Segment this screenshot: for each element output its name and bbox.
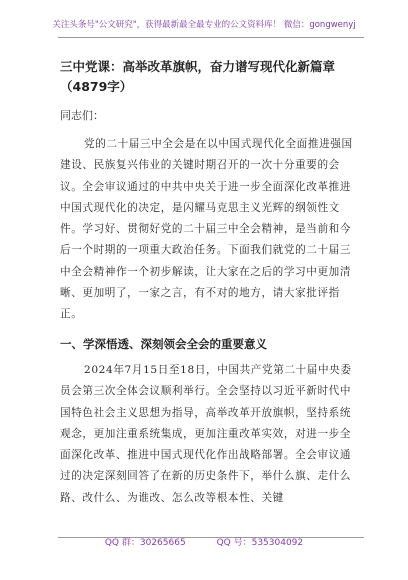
footer-qq-number: QQ 号：535304092 (216, 538, 304, 548)
header-divider (58, 37, 364, 38)
paragraph-1-text: 党的二十届三中全会是在以中国式现代化全面推进强国建设、民族复兴伟业的关键时期召开的一次十分重要的会议。全会审议通过的中共中央关于进一步全面深化改革推进中国式现代化的决定，是闪耀马克思主义光辉的纲领性文件。学习好、贯彻好党的二十届三中全会精神，是当前和今后一个时期的一项重大政治任务。下面我们就党的二十届三中全会精神作一个初步解读，让大家在之后的学习中更加清晰、更加明了，一家之言，有不对的地方，请大家批评指正。 (60, 138, 353, 321)
footer (0, 537, 408, 549)
footer-qq-group: QQ 群：30265665 (104, 538, 186, 548)
paragraph-2 (60, 360, 357, 535)
section-heading-1: 一、学深悟透、深刻领会全会的重要意义 (60, 337, 267, 351)
paragraph-1 (60, 134, 357, 348)
salutation: 同志们： (60, 109, 104, 122)
top-banner: 关注头条号"公文研究"，获得最新最全最专业的公文资料库！ 微信：gongwenyj (52, 20, 356, 30)
document-title: 三中党课：高举改革旗帜，奋力谱写现代化新篇章（4879字） (60, 59, 336, 94)
paragraph-2-text: 2024年7月15日至18日，中国共产党第二十届中央委员会第三次全体会议顺利举行。全会坚持以习近平新时代中国特色社会主义思想为指导，高举改革开放旗帜，坚持系统观念，更加注重系统集成，更加注重改革实效，对进一步全面深化改革、推进中国式现代化作出战略部署。全会审议通过的决定深刻回答了在新的历史条件下，举什么旗、走什么路、改什么、为谁改、怎么改等根本性、关键 (60, 364, 352, 504)
